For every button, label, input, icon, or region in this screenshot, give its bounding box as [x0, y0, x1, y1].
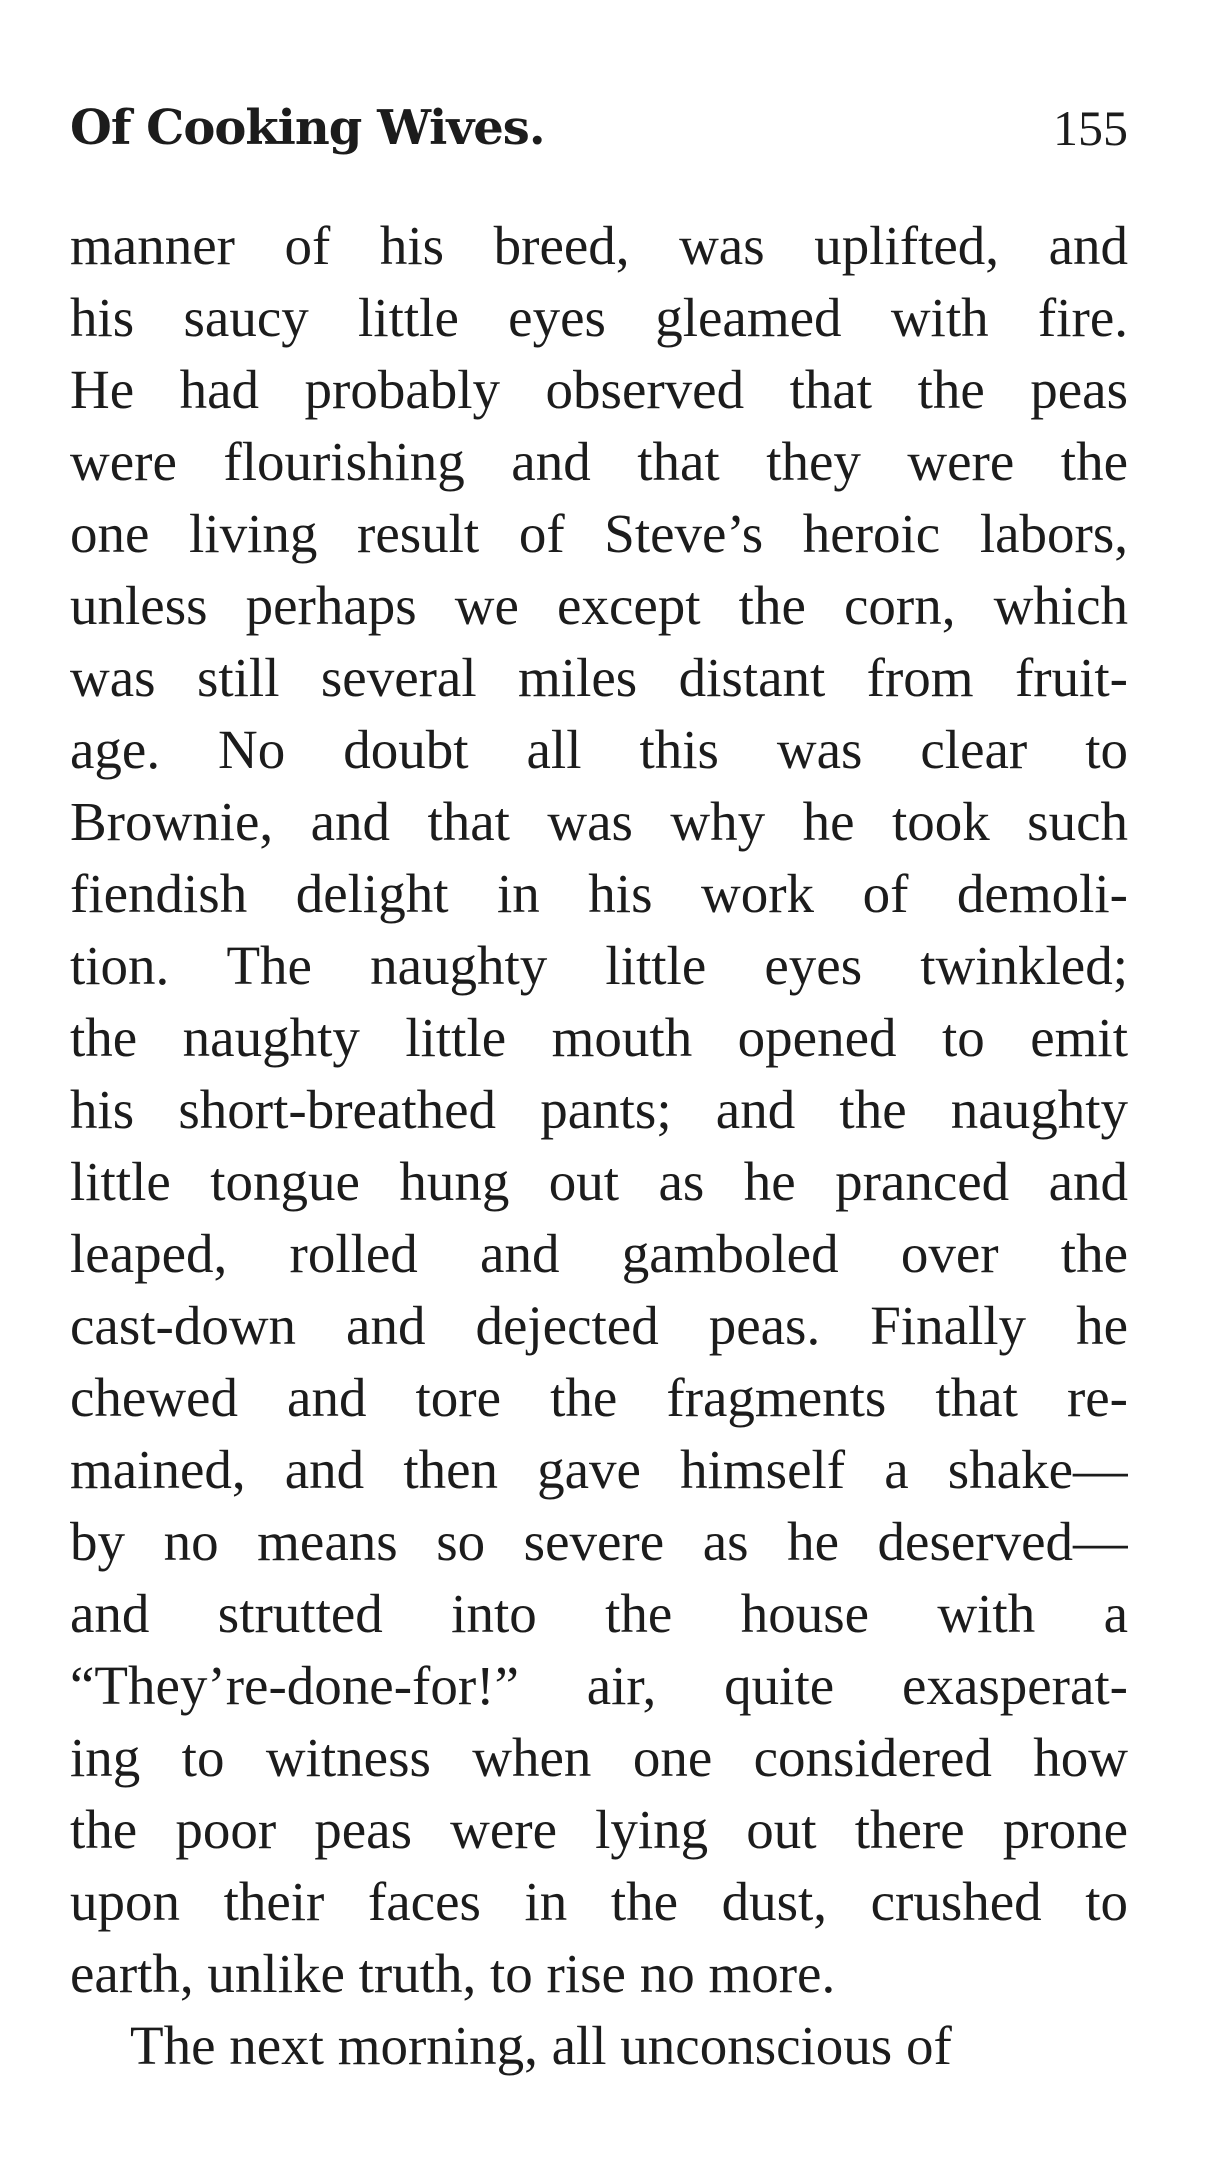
body-text — [70, 210, 1128, 2082]
text-line: the poor peas were lying out there prone — [70, 1799, 1128, 1860]
text-line: manner of his breed, was uplifted, and — [70, 215, 1128, 276]
text-line: leaped, rolled and gamboled over the — [70, 1223, 1128, 1284]
text-line: the naughty little mouth opened to emit — [70, 1007, 1128, 1068]
text-line: cast-down and dejected peas. Finally he — [70, 1295, 1128, 1356]
text-line: “They’re-done-for!” air, quite exasperat- — [70, 1655, 1128, 1716]
text-line: was still several miles distant from fruit- — [70, 647, 1128, 708]
text-line: upon their faces in the dust, crushed to — [70, 1871, 1128, 1932]
text-line: ing to witness when one considered how — [70, 1727, 1128, 1788]
text-line: unless perhaps we except the corn, which — [70, 575, 1128, 636]
text-line: fiendish delight in his work of demoli- — [70, 863, 1128, 924]
text-line: his short-breathed pants; and the naughty — [70, 1079, 1128, 1140]
text-line: He had probably observed that the peas — [70, 359, 1128, 420]
text-line: his saucy little eyes gleamed with fire. — [70, 287, 1128, 348]
text-line: chewed and tore the fragments that re- — [70, 1367, 1128, 1428]
text-line: age. No doubt all this was clear to — [70, 719, 1128, 780]
text-line: little tongue hung out as he pranced and — [70, 1151, 1128, 1212]
text-line: by no means so severe as he deserved— — [70, 1511, 1128, 1572]
paragraph-start-line: The next morning, all unconscious of — [130, 2015, 952, 2076]
page-number: 155 — [1053, 100, 1128, 156]
running-head — [70, 92, 1128, 164]
text-line: one living result of Steve’s heroic labors, — [70, 503, 1128, 564]
text-line: Brownie, and that was why he took such — [70, 791, 1128, 852]
text-line: tion. The naughty little eyes twinkled; — [70, 935, 1128, 996]
chapter-title: Of Cooking Wives. — [70, 100, 545, 156]
text-line: and strutted into the house with a — [70, 1583, 1128, 1644]
text-line: mained, and then gave himself a shake— — [70, 1439, 1128, 1500]
paragraph-end-line: earth, unlike truth, to rise no more. — [70, 1943, 836, 2004]
text-line: were flourishing and that they were the — [70, 431, 1128, 492]
